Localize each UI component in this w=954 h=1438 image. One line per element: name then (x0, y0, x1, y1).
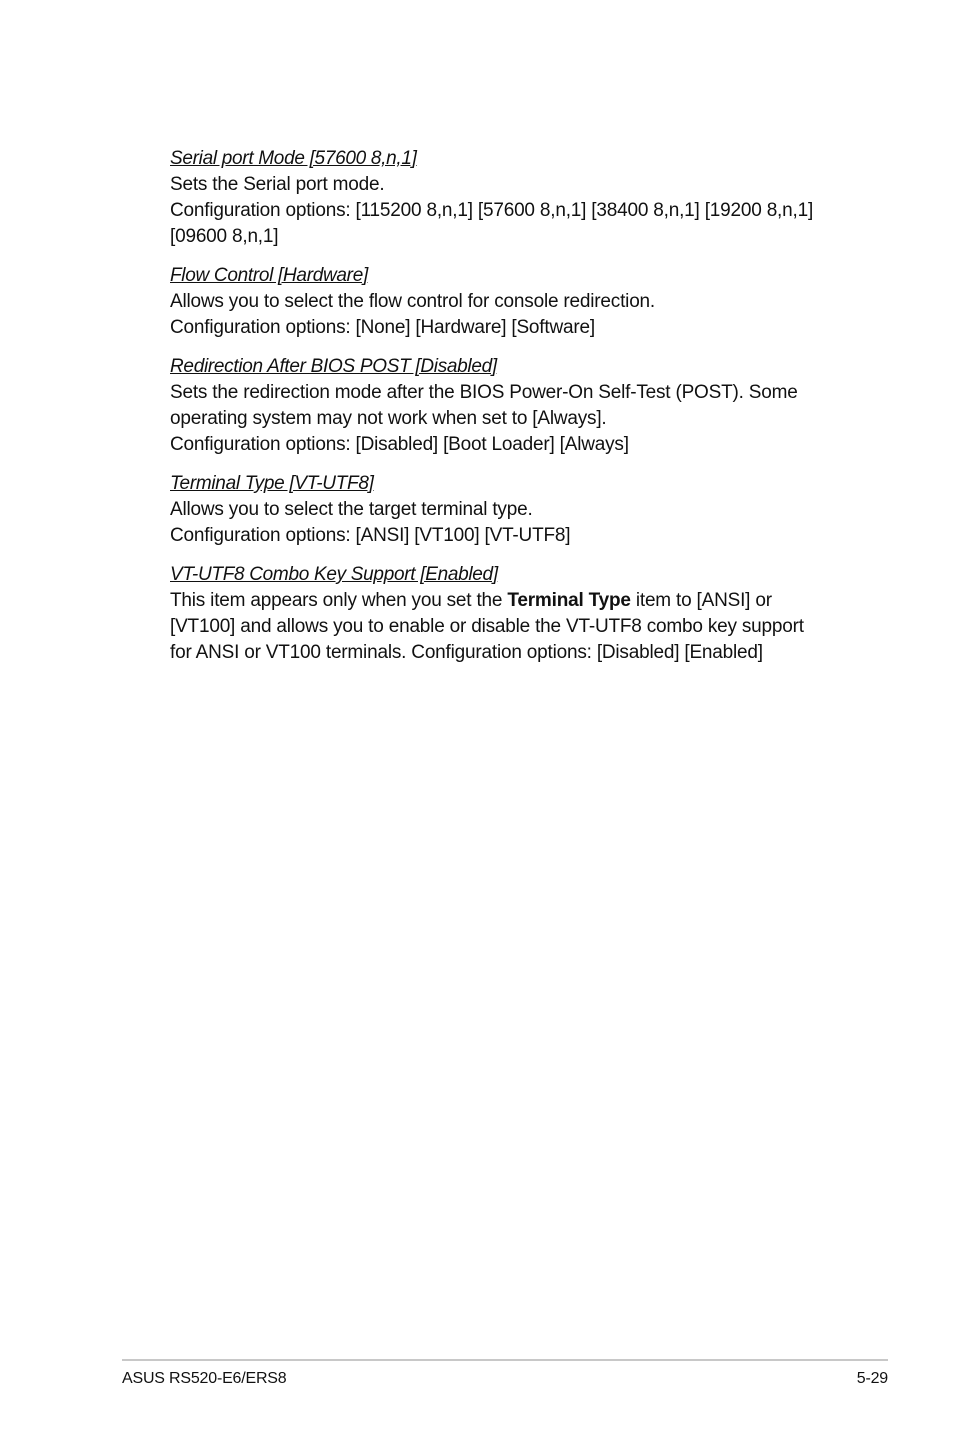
section-heading: VT-UTF8 Combo Key Support [Enabled] (170, 564, 498, 585)
section-heading: Serial port Mode [57600 8,n,1] (170, 148, 417, 169)
manual-content (170, 146, 860, 679)
section-heading: Redirection After BIOS POST [Disabled] (170, 356, 497, 377)
section-heading: Flow Control [Hardware] (170, 265, 368, 286)
footer-product-name: ASUS RS520-E6/ERS8 (122, 1370, 287, 1387)
description-line-continued: [VT100] and allows you to enable or disable the VT-UTF8 combo key support (170, 616, 804, 637)
options-line: Configuration options: [ANSI] [VT100] [VT-UTF8] (170, 525, 571, 546)
footer-page-number: 5-29 (856, 1370, 888, 1387)
description-line (170, 588, 860, 614)
description-line: Allows you to select the flow control for console redirection. (170, 291, 656, 312)
section-heading: Terminal Type [VT-UTF8] (170, 473, 374, 494)
description-line: Sets the redirection mode after the BIOS Power-On Self-Test (POST). Some (170, 382, 798, 403)
description-line-continued: operating system may not work when set to [Always]. (170, 408, 607, 429)
terminal-type-emphasis: Terminal Type (507, 590, 631, 611)
options-line: Configuration options: [Disabled] [Boot Loader] [Always] (170, 434, 629, 455)
section-serial-port-mode (170, 146, 860, 250)
description-line: Sets the Serial port mode. (170, 174, 385, 195)
description-line: Allows you to select the target terminal type. (170, 499, 533, 520)
options-line: Configuration options: [115200 8,n,1] [57600 8,n,1] [38400 8,n,1] [19200 8,n,1] (170, 200, 814, 221)
options-line-continued: [09600 8,n,1] (170, 226, 279, 247)
footer-divider (122, 1359, 888, 1361)
options-line: for ANSI or VT100 terminals. Configuration options: [Disabled] [Enabled] (170, 642, 763, 663)
description-text: This item appears only when you set the (170, 590, 508, 611)
description-text-continued: item to [ANSI] or (630, 590, 772, 611)
section-redirection-after-bios-post (170, 354, 860, 458)
section-terminal-type (170, 471, 860, 549)
section-vt-utf8-combo-key-support (170, 562, 860, 666)
options-line: Configuration options: [None] [Hardware] [Software] (170, 317, 595, 338)
section-flow-control (170, 263, 860, 341)
